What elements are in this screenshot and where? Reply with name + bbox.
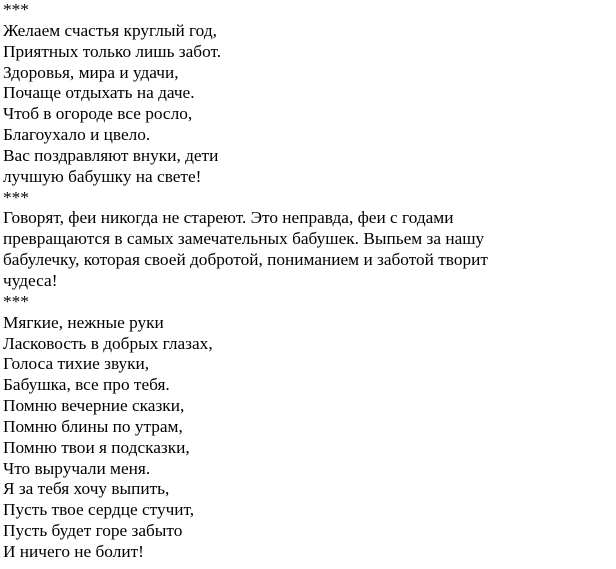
poem-1-line: Чтоб в огороде все росло, [3,104,193,124]
poem-2-line: Помню твои я подсказки, [3,437,190,457]
poem-1 [3,21,611,188]
poem-1-line: Почаще отдыхать на даче. [3,83,195,103]
prose-line: Говорят, феи никогда не стареют. Это неправда, феи с годами [3,208,454,228]
poem-1-line: Благоухало и цвело. [3,125,151,145]
poem-2-line: Ласковость в добрых глазах, [3,333,213,353]
poem-1-line: Приятных только лишь забот. [3,41,222,61]
poem-2-line: Голоса тихие звуки, [3,354,150,374]
prose-line: превращаются в самых замечательных бабушек. Выпьем за нашу [3,229,485,249]
poem-2 [3,313,611,563]
poem-2-line: Что выручали меня. [3,458,151,478]
poem-1-line: Здоровья, мира и удачи, [3,62,179,82]
poem-1-line: Вас поздравляют внуки, дети [3,145,219,165]
poem-1-line: лучшую бабушку на свете! [3,166,202,186]
separator-2: *** [3,187,29,207]
poem-2-line: Мягкие, нежные руки [3,312,164,332]
separator-3: *** [3,291,29,311]
poem-2-line: Помню вечерние сказки, [3,396,185,416]
poem-2-line: Помню блины по утрам, [3,416,183,436]
separator-1: *** [3,0,29,19]
poem-1-line: Желаем счастья круглый год, [3,20,217,40]
prose-line: бабулечку, которая своей добротой, пониманием и заботой творит [3,250,488,270]
poem-2-line: Бабушка, все про тебя. [3,375,170,395]
document-body [3,0,611,563]
prose-paragraph [3,208,611,291]
poem-2-line: Пусть твое сердце стучит, [3,500,195,520]
prose-line: чудеса! [3,270,58,290]
poem-2-line: Пусть будет горе забыто [3,521,183,541]
poem-2-line: И ничего не болит! [3,541,144,561]
poem-2-line: Я за тебя хочу выпить, [3,479,170,499]
